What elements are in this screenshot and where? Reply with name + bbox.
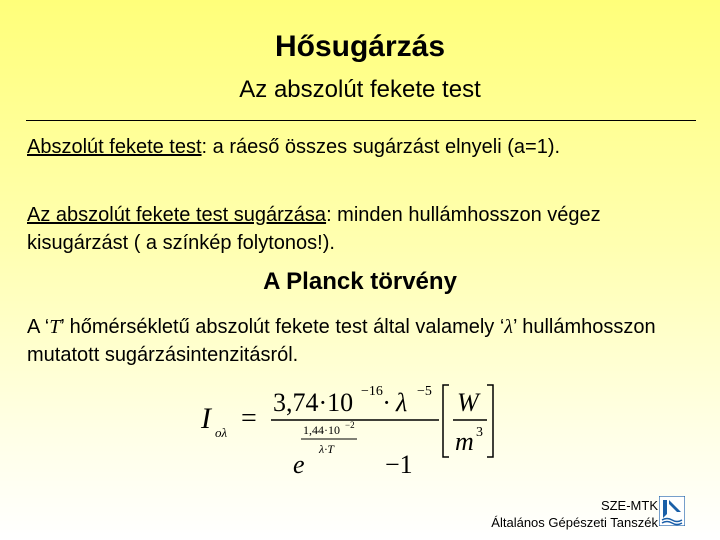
formula-left-bracket xyxy=(443,385,449,457)
radiation-text: : minden hullámhosszon végez kisugárzást ( a színkép folytonos!). xyxy=(27,204,601,254)
radiation-paragraph xyxy=(27,201,697,257)
formula-numerator-exponent: −16 xyxy=(361,384,383,399)
planck-text-2: ’ hőmérsékletű abszolút fekete test által valamely ‘ xyxy=(60,316,505,338)
formula-minus-one: −1 xyxy=(385,450,413,479)
formula-lambda-exponent: −5 xyxy=(417,384,432,399)
planck-formula xyxy=(195,375,495,485)
formula-exp-denominator: λ·T xyxy=(319,442,334,456)
formula-lhs-subscript: oλ xyxy=(215,425,228,440)
definition-paragraph xyxy=(27,133,697,161)
formula-right-bracket xyxy=(487,385,493,457)
planck-text-1: A ‘ xyxy=(27,316,50,338)
planck-text-3: ’ hullámhosszon mutatott sugárzásintenzitásról. xyxy=(27,316,656,366)
formula-unit-denominator: m xyxy=(455,427,474,456)
footer xyxy=(491,497,658,531)
planck-description xyxy=(27,313,697,369)
section-title: A Planck törvény xyxy=(263,268,457,295)
definition-term: Abszolút fekete test xyxy=(27,136,202,158)
symbol-lambda: λ xyxy=(504,316,513,338)
formula-numerator: 3,74·10 xyxy=(273,388,354,417)
radiation-term: Az abszolút fekete test sugárzása xyxy=(27,204,327,226)
title-divider xyxy=(26,120,696,121)
formula-lambda-term: · λ xyxy=(383,388,408,417)
slide-title: Hősugárzás xyxy=(274,30,446,63)
symbol-t: T xyxy=(49,316,61,338)
formula-equals: = xyxy=(241,403,257,434)
formula-unit-exponent: 3 xyxy=(476,425,483,440)
definition-text: : a ráeső összes sugárzást elnyeli (a=1). xyxy=(201,136,561,158)
footer-line-1: SZE-MTK xyxy=(600,498,658,513)
formula-unit-numerator: W xyxy=(457,388,479,417)
formula-e-base: e xyxy=(293,450,305,479)
slide-subtitle: Az abszolút fekete test xyxy=(239,76,481,103)
university-logo-icon xyxy=(659,496,685,526)
formula-exp-numerator: 1,44·10 xyxy=(303,423,340,437)
formula-exp-numerator-exponent: −2 xyxy=(345,420,355,430)
footer-line-2: Általános Gépészeti Tanszék xyxy=(491,515,658,530)
formula-lhs: I xyxy=(201,402,211,435)
